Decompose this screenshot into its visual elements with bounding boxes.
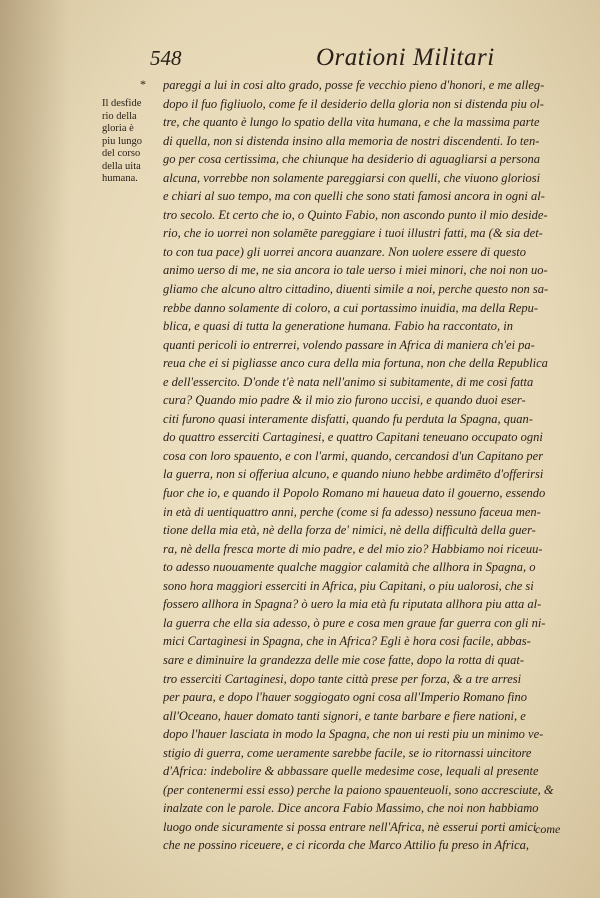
margin-note-line: gloria è [102,123,134,134]
margin-note-line: del corso [102,148,141,159]
text-line: animo uerso di me, ne sia ancora io tale uerso i miei minori, che noi non uo- [163,263,548,278]
text-line: la guerra, non si offeriua alcuno, e quando niuno hebbe ardimēto d'offerirsi [163,467,544,482]
text-line: quanti pericoli io entrerrei, volendo passare in Africa di maniera ch'ei pa- [163,337,535,352]
margin-note [102,98,162,186]
margin-note-line: humana. [102,173,138,184]
text-line: fossero allhora in Spagna? ò uero la mia età fu riputata allhora piu atta al- [163,597,542,612]
text-line: sono hora maggiori esserciti in Africa, piu Capitani, o piu ualorosi, che si [163,578,534,593]
text-line: la guerra che ella sia adesso, ò pure e cosa men graue far guerra con gli ni- [163,615,546,630]
text-line: in età di uentiquattro anni, perche (come si fa adesso) nessuno faceua men- [163,504,541,519]
margin-note-line: rio della [102,110,137,122]
text-line: tro esserciti Cartaginesi, dopo tante città prese per forza, & a tre arresi [163,671,522,686]
text-line: tro secolo. Et certo che io, o Quinto Fabio, non ascondo punto il mio deside- [163,207,548,222]
gutter-shadow [0,0,70,898]
page-number: 548 [150,46,182,70]
text-line: pareggi a lui in cosi alto grado, posse fe vecchio pieno d'honori, e me alleg- [163,78,545,92]
body-text [163,76,583,855]
text-line: tione della mia età, nè della forza de' nimici, nè della difficultà della guer- [163,523,536,538]
text-line: mici Cartaginesi in Spagna, che in Africa? Egli è hora cosi facile, abbas- [163,634,531,649]
text-line: stigio di guerra, come ueramente sarebbe facile, se io ritornassi uincitore [163,745,532,760]
text-line: do quattro esserciti Cartaginesi, e quattro Capitani teneuano occupato ogni [163,430,543,445]
margin-note-line: della uita [102,160,141,172]
text-line: d'Africa: indebolire & abbassare quelle medesime cose, lequali al presente [163,764,539,779]
text-line: go per cosa certissima, che chiunque ha desiderio di aguagliarsi a persona [163,152,541,167]
text-line: per paura, e dopo l'hauer soggiogato ogni cosa all'Imperio Romano fino [163,690,528,705]
text-line: tre, che quanto è lungo lo spatio della vita humana, e che la massima parte [163,115,540,130]
text-line: citi furono quasi interamente disfatti, quando fu perduta la Spagna, quan- [163,411,533,426]
text-line: blica, e quasi di tutta la generatione humana. Fabio ha raccontato, in [163,319,513,334]
text-line: reua che ei si pigliasse anco cura della mia fortuna, non che della Republica [163,356,548,371]
text-line: ra, nè della fresca morte di mio padre, e del mio zio? Habbiamo noi riceuu- [163,541,543,556]
text-line: (per contenermi essi esso) perche la paiono spauenteuoli, sono accresciute, & [163,782,554,797]
text-line: di quella, non si distenda insino alla memoria de nostri discendenti. Io ten- [163,133,540,148]
page-header [0,44,600,78]
text-line: sare e diminuire la grandezza delle mie cose fatte, dopo la rotta di quat- [163,652,525,667]
text-line: to con tua pace) gli uorrei ancora auanzare. Non uolere essere di questo [163,244,527,259]
text-line: all'Oceano, hauer domato tanti signori, e tante barbare e fiere nationi, e [163,708,526,723]
text-line: cura? Quando mio padre & il mio zio furono uccisi, e quando duoi eser- [163,393,526,408]
text-line: rebbe danno solamente di coloro, a cui portassimo inuidia, ma della Repu- [163,300,539,315]
text-line: inalzate con le parole. Dice ancora Fabio Massimo, che noi non habbiamo [163,801,539,816]
text-line: luogo onde sicuramente si possa entrare nell'Africa, nè esserui porti amici [163,819,537,834]
margin-note-line: piu lungo [102,135,142,147]
running-title: Orationi Militari [316,44,495,71]
text-line: dopo il fuo figliuolo, come fe il desiderio della gloria non si distenda piu ol- [163,96,544,111]
margin-note-line: Il desfide [102,98,142,109]
note-marker: * [140,77,146,91]
text-line: fuor che io, e quando il Popolo Romano mi haueua dato il gouerno, essendo [163,486,546,501]
text-line: e dell'essercito. D'onde t'è nata nell'animo si subitamente, di me cosi fatta [163,374,534,389]
text-line: rio, che io uorrei non solamēte pareggiare i tuoi illustri fatti, ma (& sia det- [163,226,543,241]
text-line: alcuna, vorrebbe non solamente pareggiarsi con quelli, che viuono gloriosi [163,170,541,185]
text-line: e chiari al suo tempo, ma con quelli che sono stati famosi ancora in ogni al- [163,189,545,204]
text-line: cosa con loro spauento, e con l'armi, quando, cercandosi d'un Capitano per [163,448,544,463]
catchword: come [535,822,561,836]
text-line: dopo l'hauer lasciata in modo la Spagna, che non ui resti piu un minimo ve- [163,727,544,742]
text-line: gliamo che alcuno altro cittadino, diuenti simile a noi, perche questo non sa- [163,282,549,297]
text-line: to adesso nuouamente qualche maggior calamità che allhora in Spagna, o [163,560,536,575]
text-line: che ne possino riceuere, e ci ricorda che Marco Attilio fu preso in Africa, [163,838,530,853]
